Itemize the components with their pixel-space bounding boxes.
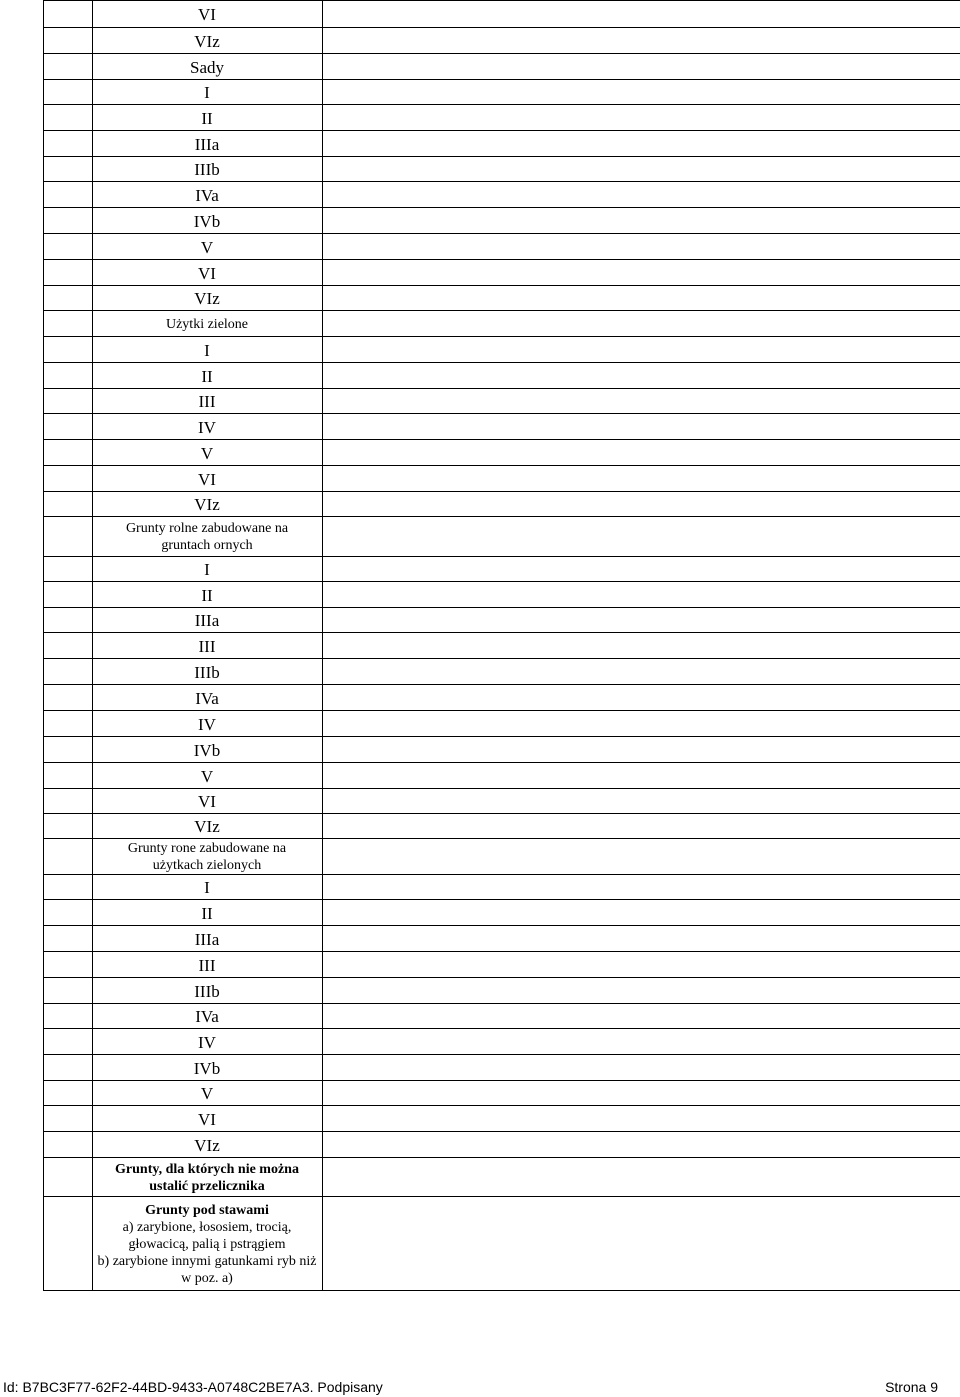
- cell-text-line: IV: [198, 714, 216, 734]
- table-cell: [92, 1034, 322, 1051]
- cell-text-line: Użytki zielone: [165, 316, 249, 332]
- cell-text-line: ustalić przelicznika: [149, 1178, 265, 1194]
- table-cell: [92, 1202, 322, 1287]
- table-cell: [92, 265, 322, 282]
- document-id: Id: B7BC3F77-62F2-44BD-9433-A0748C2BE7A3. Podpisany: [3, 1379, 383, 1395]
- table-cell: [92, 638, 322, 655]
- cell-text-line: VI: [198, 792, 216, 811]
- cell-text-line: I: [204, 340, 210, 360]
- cell-text-line: IVb: [193, 211, 221, 231]
- table-cell: [92, 6, 322, 23]
- cell-text-line: I: [204, 83, 210, 102]
- table-cell: [92, 496, 322, 513]
- cell-text-line: III: [198, 955, 216, 975]
- page-footer: [0, 1379, 960, 1397]
- table-cell: [92, 239, 322, 256]
- cell-text-line: VI: [198, 469, 216, 489]
- cell-text-line: IIIa: [194, 929, 220, 949]
- table-cell: [92, 1008, 322, 1025]
- table-cell: [92, 561, 322, 578]
- table-cell: [92, 445, 322, 462]
- table-cell: [92, 520, 322, 554]
- table-cell: [92, 59, 322, 76]
- table-cell: [92, 793, 322, 810]
- cell-text-line: II: [201, 108, 213, 128]
- table-cell: [92, 1085, 322, 1102]
- table-cell: [92, 818, 322, 835]
- table-cell: [92, 612, 322, 629]
- cell-text-line: Grunty pod stawami: [145, 1202, 269, 1218]
- cell-text-line: IVa: [195, 688, 219, 708]
- cell-text-line: Grunty rolne zabudowane na: [125, 521, 289, 536]
- cell-text-line: IVa: [195, 185, 219, 205]
- cell-text-line: VIz: [194, 495, 220, 514]
- table-cell: [92, 84, 322, 101]
- cell-text-line: II: [201, 585, 213, 605]
- cell-text-line: IIIb: [194, 981, 220, 1001]
- cell-text-line: użytkach zielonych: [152, 858, 262, 873]
- cell-text-line: b) zarybione innymi gatunkami ryb niż: [97, 1253, 317, 1269]
- cell-text-line: V: [200, 1084, 214, 1103]
- cell-text-line: IV: [198, 417, 216, 437]
- table-cell: [92, 471, 322, 488]
- table-cell: [92, 33, 322, 50]
- table-cell: [92, 419, 322, 436]
- cell-text-line: VIz: [194, 289, 220, 308]
- cell-text-line: III: [198, 636, 216, 656]
- cell-text-line: V: [200, 237, 214, 257]
- table-cell: [92, 316, 322, 333]
- cell-text-line: Grunty, dla których nie można: [115, 1161, 299, 1177]
- table-cell: [92, 716, 322, 733]
- table-cell: [92, 840, 322, 874]
- cell-text-line: VI: [198, 1109, 216, 1129]
- cell-text-line: IVa: [195, 1007, 219, 1026]
- cell-text-line: VIz: [194, 817, 220, 836]
- table-cell: [92, 768, 322, 785]
- cell-text-line: III: [198, 392, 216, 411]
- cell-text-line: a) zarybione, łososiem, trocią,: [122, 1219, 292, 1235]
- cell-text-line: VIz: [194, 1135, 220, 1155]
- cell-text-line: I: [204, 560, 210, 579]
- cell-text-line: IIIa: [194, 134, 220, 154]
- page-number: Strona 9: [885, 1379, 938, 1395]
- table-cell: [92, 983, 322, 1000]
- cell-text-line: IVb: [193, 740, 221, 760]
- cell-text-line: V: [200, 443, 214, 463]
- table-cell: [92, 587, 322, 604]
- table-cell: [92, 905, 322, 922]
- cell-text-line: VIz: [194, 31, 220, 51]
- cell-text-line: gruntach ornych: [161, 538, 253, 553]
- cell-text-line: IIIb: [194, 160, 220, 179]
- table-cell: [92, 1161, 322, 1195]
- cell-text-line: II: [201, 903, 213, 923]
- cell-text-line: VI: [198, 5, 216, 24]
- table-cell: [92, 136, 322, 153]
- cell-text-line: głowacicą, palią i pstrągiem: [128, 1236, 286, 1252]
- table-cell: [92, 1137, 322, 1154]
- table-cell: [92, 879, 322, 896]
- table-cell: [92, 110, 322, 127]
- table-cell: [92, 393, 322, 410]
- cell-text-line: V: [200, 766, 214, 786]
- table-cell: [92, 213, 322, 230]
- cell-text-line: VI: [198, 263, 216, 283]
- table-cell: [92, 664, 322, 681]
- table-cell: [92, 368, 322, 385]
- cell-text-line: IIIa: [194, 611, 220, 630]
- table-cell: [92, 957, 322, 974]
- table-cell: [92, 742, 322, 759]
- table-cell: [92, 161, 322, 178]
- table-cell: [92, 290, 322, 307]
- cell-text-line: II: [201, 366, 213, 386]
- cell-text-line: I: [204, 878, 210, 897]
- table-cell: [92, 931, 322, 948]
- cell-text-line: Grunty rone zabudowane na: [127, 841, 287, 856]
- cell-text-line: IV: [198, 1032, 216, 1052]
- table-cell: [92, 690, 322, 707]
- table-cell: [92, 1111, 322, 1128]
- cell-text-line: w poz. a): [181, 1270, 233, 1286]
- table-cell: [92, 342, 322, 359]
- cell-text-line: IIIb: [194, 662, 220, 682]
- table-cell: [92, 187, 322, 204]
- cell-text-line: IVb: [193, 1058, 221, 1078]
- cell-text-line: Sady: [190, 57, 224, 77]
- table-cell: [92, 1060, 322, 1077]
